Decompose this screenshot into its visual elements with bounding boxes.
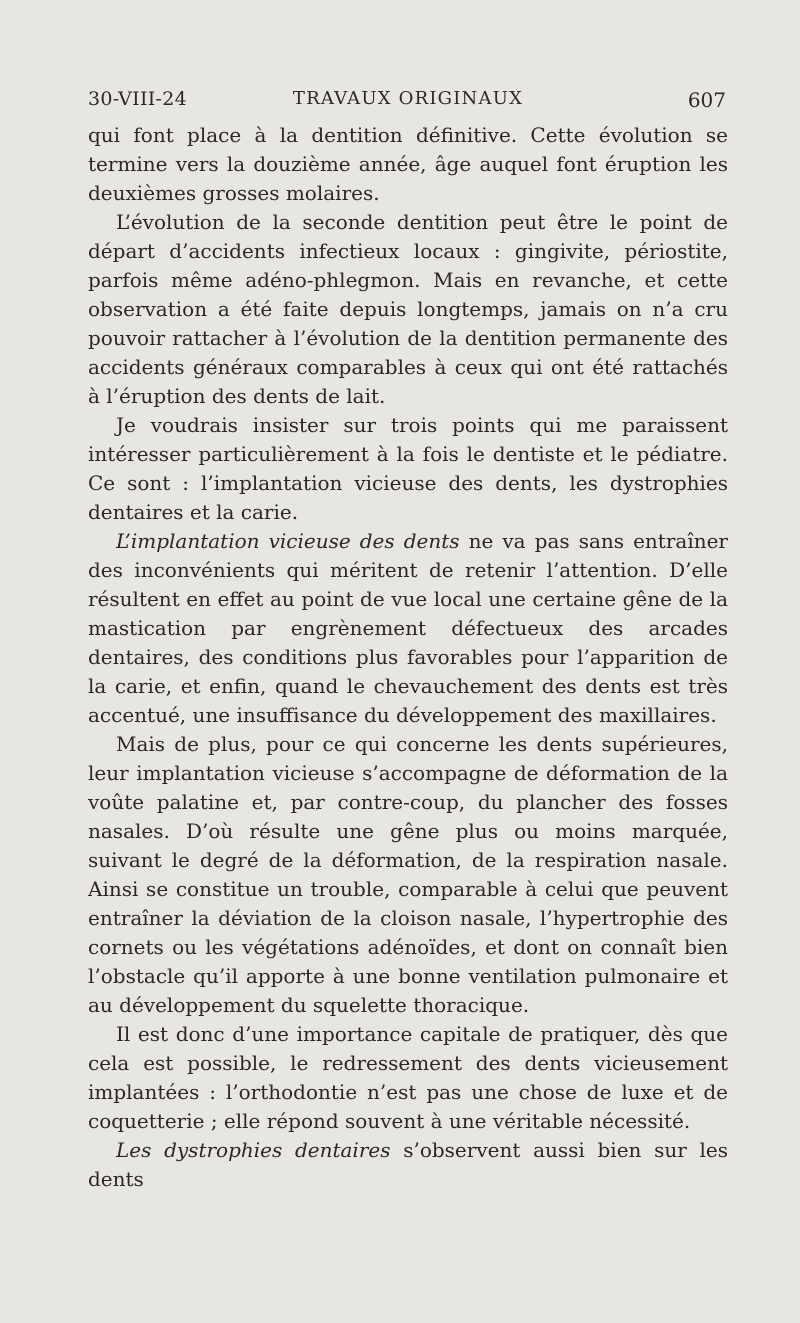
italic-heading: Les dystrophies dentaires	[116, 1138, 391, 1162]
paragraph-text: L’évolution de la seconde dentition peut être le point de départ d’accidents infectieux locaux : gingivite, périostite, parfois même adéno-phlegmon. Mais en revanche, et cette observation a été faite depuis longtemps, jamais on n’a cru pouvoir rattacher à l’évolution de la dentition permanente des accidents généraux comparables à ceux qui ont été rattachés à l’éruption des dents de lait.	[88, 210, 728, 408]
paragraph	[88, 1136, 728, 1194]
italic-heading: L’implantation vicieuse des dents	[116, 529, 460, 553]
paragraph	[88, 208, 728, 411]
page-number: 607	[687, 88, 726, 112]
issue-reference: 30-VIII-24	[88, 88, 188, 110]
paragraph	[88, 527, 728, 730]
paragraph	[88, 121, 728, 208]
paragraph	[88, 411, 728, 527]
paragraph-text: s’observent aussi bien sur les dents	[88, 1138, 728, 1191]
paragraph	[88, 1020, 728, 1136]
paragraph	[88, 730, 728, 1020]
paragraph-text: ne va pas sans entraîner des inconvénients qui méritent de retenir l’attention. D’elle résultent en effet au point de vue local une certaine gêne de la mastication par engrènement défectueux des arcades dentaires, des conditions plus favorables pour l’apparition de la carie, et enfin, quand le chevauchement des dents est très accentué, une insuffisance du développement des maxillaires.	[88, 529, 728, 727]
running-header	[88, 88, 728, 116]
section-title: TRAVAUX ORIGINAUX	[292, 88, 524, 109]
body-text	[88, 121, 728, 1194]
paragraph-text: qui font place à la dentition définitive. Cette évolution se termine vers la douzième année, âge auquel font éruption les deuxièmes grosses molaires.	[88, 123, 728, 205]
paragraph-text: Il est donc d’une importance capitale de pratiquer, dès que cela est possible, le redressement des dents vicieusement implantées : l’orthodontie n’est pas une chose de luxe et de coquetterie ; elle répond souvent à une véritable nécessité.	[88, 1022, 728, 1133]
paragraph-text: Je voudrais insister sur trois points qui me paraissent intéresser particulièrement à la fois le dentiste et le pédiatre. Ce sont : l’implantation vicieuse des dents, les dystrophies dentaires et la carie.	[88, 413, 728, 524]
paragraph-text: Mais de plus, pour ce qui concerne les dents supérieures, leur implantation vicieuse s’accompagne de déformation de la voûte palatine et, par contre-coup, du plancher des fosses nasales. D’où résulte une gêne plus ou moins marquée, suivant le degré de la déformation, de la respiration nasale. Ainsi se constitue un trouble, comparable à celui que peuvent entraîner la déviation de la cloison nasale, l’hypertrophie des cornets ou les végétations adénoïdes, et dont on connaît bien l’obstacle qu’il apporte à une bonne ventilation pulmonaire et au développement du squelette thoracique.	[88, 732, 728, 1017]
